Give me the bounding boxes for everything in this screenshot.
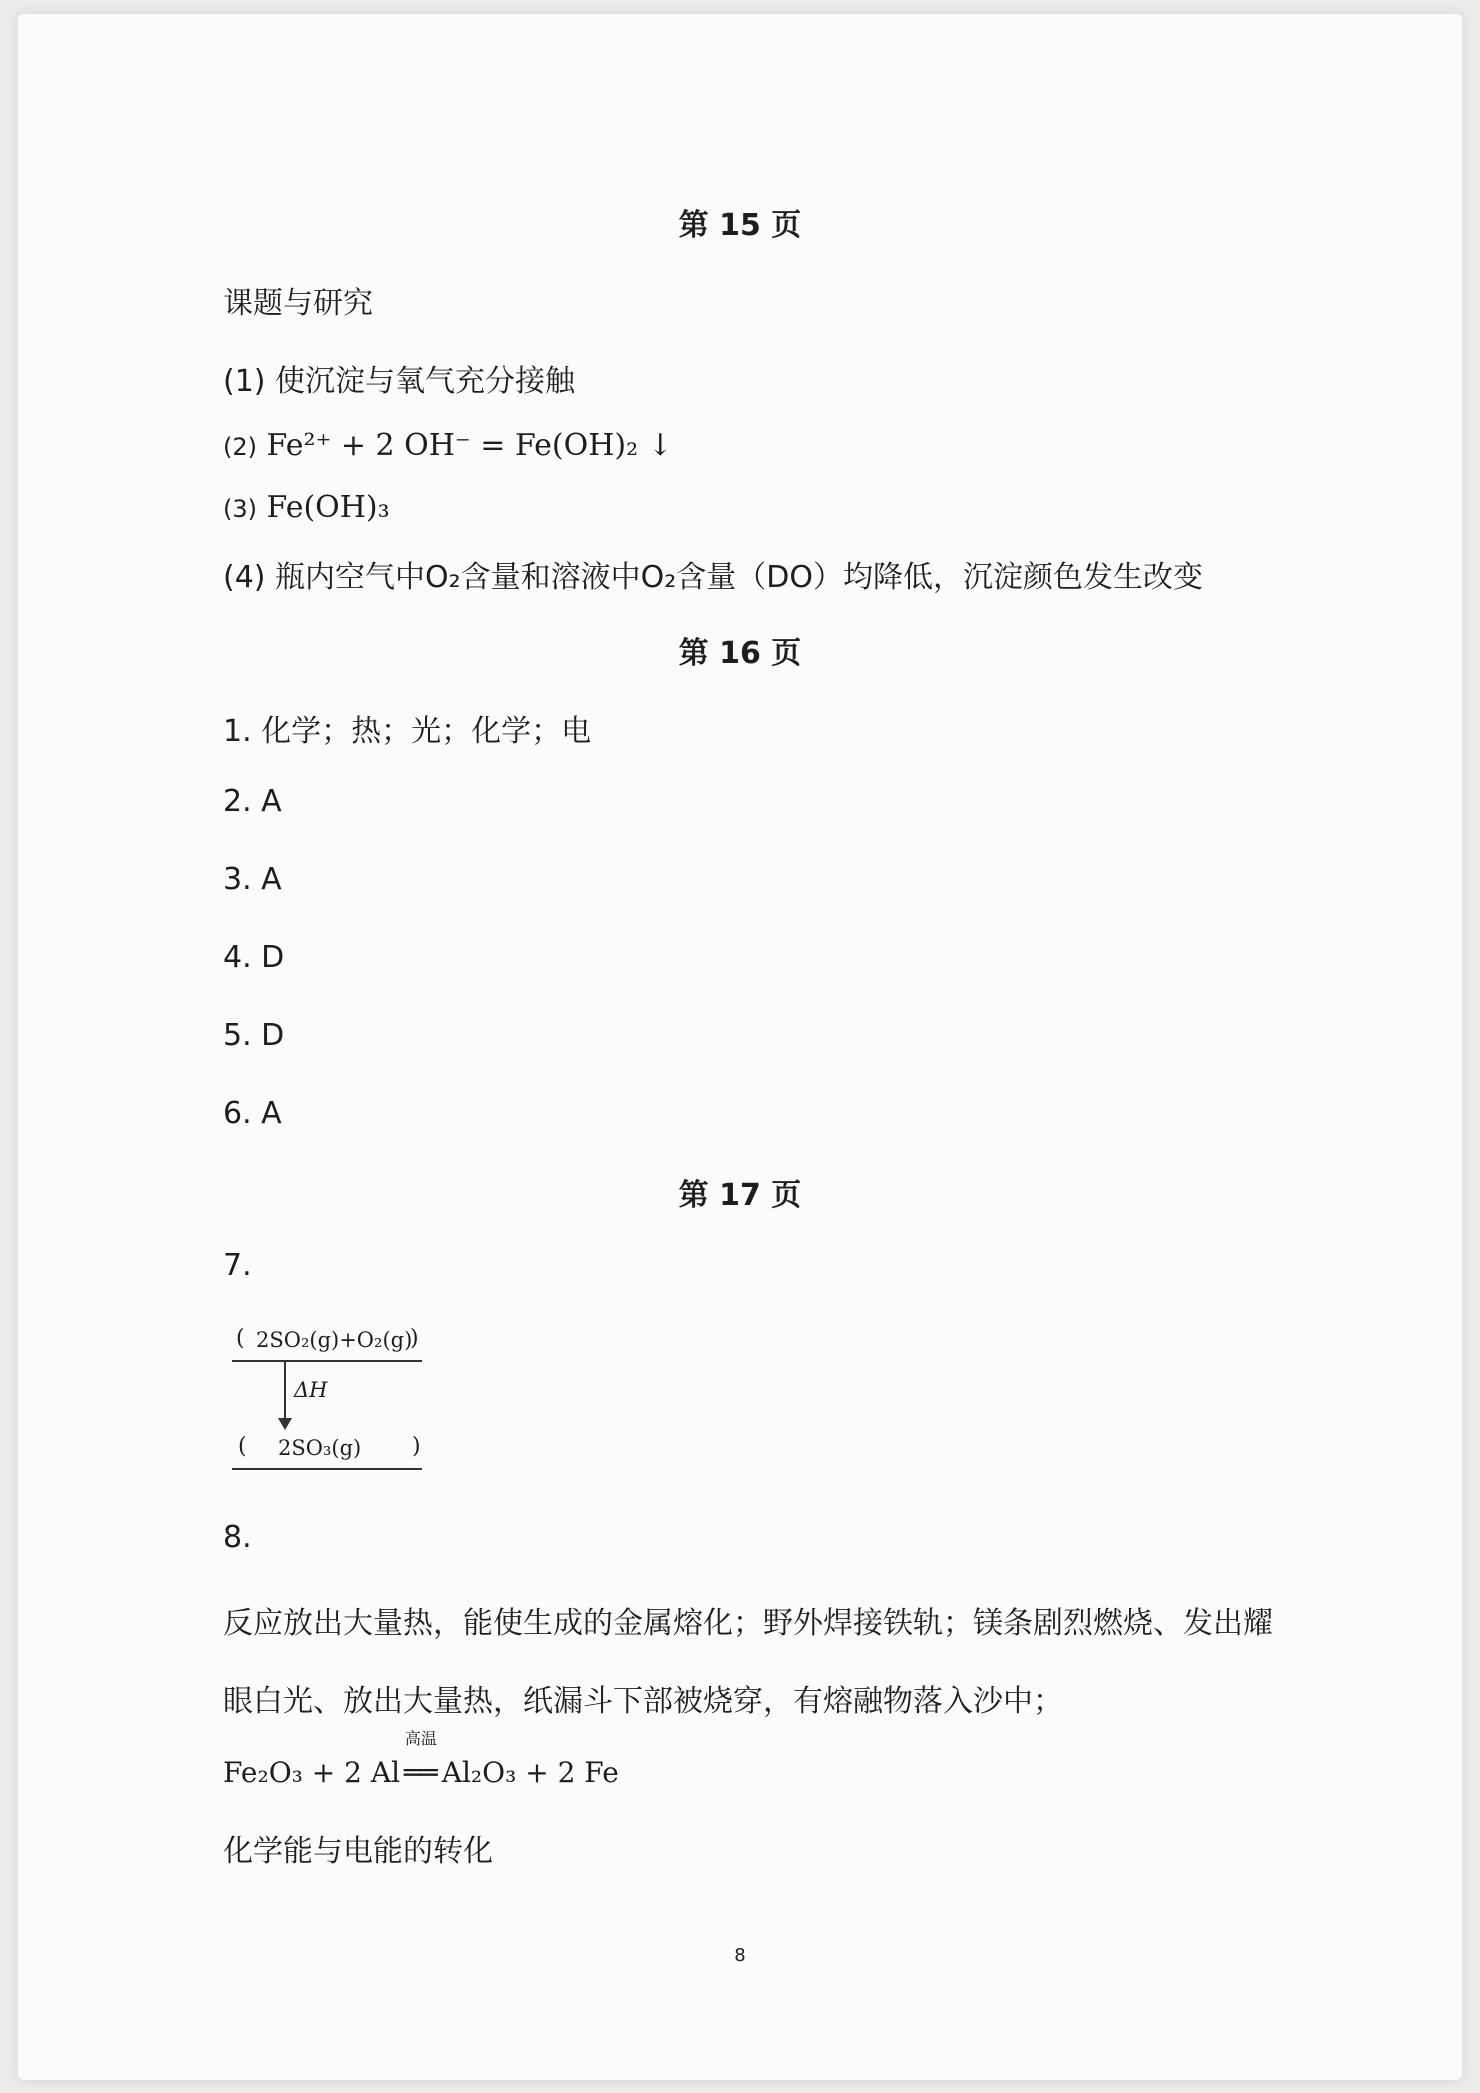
energy-diagram: [228, 1322, 428, 1472]
page-number: 8: [734, 1945, 746, 1966]
question-8-answer-line-1: 反应放出大量热，能使生成的金属熔化；野外焊接铁轨；镁条剧烈燃烧、发出耀: [223, 1606, 1273, 1641]
answer-3: 3. A: [223, 862, 282, 897]
answer-5: 5. D: [223, 1018, 285, 1053]
reactants-level-line: [232, 1360, 422, 1362]
equation-reactants: Fe₂O₃ + 2 Al: [223, 1756, 401, 1789]
enthalpy-arrow: [284, 1362, 286, 1418]
ionic-equation: Fe²⁺ + 2 OH⁻ = Fe(OH)₂ ↓: [266, 428, 673, 463]
question-8-label: 8.: [223, 1520, 252, 1555]
item-label: (3): [223, 495, 257, 523]
arrow-head-icon: [278, 1418, 292, 1430]
answer-1: 1. 化学；热；光；化学；电: [223, 714, 592, 749]
bottom-bracket-close: ): [412, 1434, 421, 1459]
answer-item-1: (1) 使沉淀与氧气充分接触: [223, 364, 576, 399]
answer-item-3: [223, 490, 390, 525]
question-8-conclusion: 化学能与电能的转化: [223, 1834, 493, 1869]
products-level-line: [232, 1468, 422, 1470]
top-bracket-close: ): [410, 1326, 419, 1351]
section-heading-17: 第 17 页: [678, 1178, 802, 1213]
answer-2: 2. A: [223, 784, 282, 819]
chemical-formula: Fe(OH)₃: [266, 490, 390, 525]
thermite-equation: [223, 1729, 619, 1789]
products-label: 2SO₃(g): [278, 1436, 362, 1460]
item-label: (2): [223, 433, 257, 461]
equation-products: Al₂O₃ + 2 Fe: [441, 1756, 619, 1789]
bottom-bracket-open: (: [238, 1434, 247, 1459]
section-heading-15: 第 15 页: [678, 208, 802, 243]
question-7-label: 7.: [223, 1248, 252, 1283]
reactants-label: 2SO₂(g)+O₂(g): [256, 1328, 413, 1352]
delta-h-label: ΔH: [294, 1378, 328, 1402]
answer-4: 4. D: [223, 940, 285, 975]
research-title: 课题与研究: [223, 286, 373, 321]
answer-item-4: (4) 瓶内空气中O₂含量和溶液中O₂含量（DO）均降低，沉淀颜色发生改变: [223, 560, 1204, 595]
top-bracket-open: (: [236, 1326, 245, 1351]
section-heading-16: 第 16 页: [678, 636, 802, 671]
equation-condition: 高温: [404, 1729, 437, 1748]
answer-item-2: [223, 428, 673, 463]
answer-6: 6. A: [223, 1096, 282, 1131]
question-8-answer-line-2: 眼白光、放出大量热，纸漏斗下部被烧穿，有熔融物落入沙中；: [223, 1684, 1063, 1719]
equation-equals-sign: 高温 ══: [404, 1756, 438, 1789]
